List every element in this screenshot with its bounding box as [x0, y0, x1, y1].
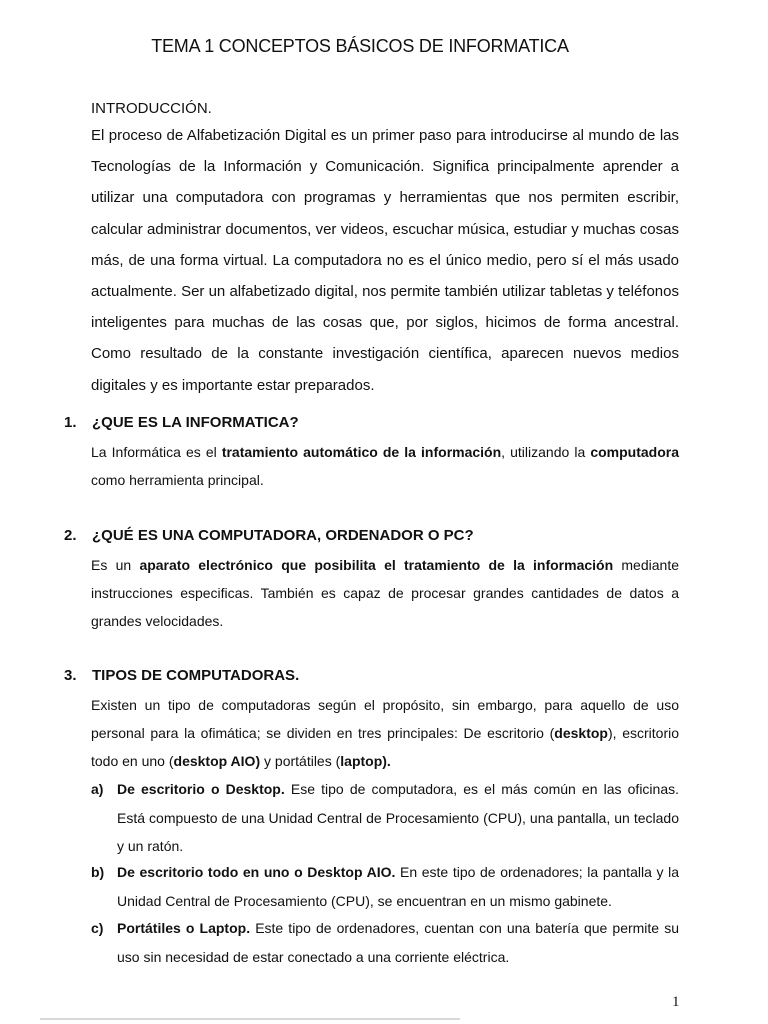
intro-paragraph: El proceso de Alfabetización Digital es un primer paso para introducirse al mundo de las Tecnologías de la Información y Comunicación. Significa principalmente aprender a utilizar una computadora con programas y herramientas que nos permiten escribir, calcular administrar documentos, ver videos, escuchar música, estudiar y muchas cosas más, de una forma virtual. La computadora no es el único medio, pero sí el más usado actualmente. Ser un alfabetizado digital, nos permite también utilizar tabletas y teléfonos inteligentes para muchas de las cosas que, por siglos, hicimos de forma ancestral. Como resultado de la constante investigación científica, aparecen nuevos medios digitales y es importante estar preparados.	[91, 127, 679, 394]
section-title: TIPOS DE COMPUTADORAS.	[92, 667, 300, 684]
section-number: 3.	[64, 667, 77, 684]
text-run: Ese tipo de computadora, es el más común en las oficinas. Está compuesto de una Unidad Central de Procesamiento (CPU), una pantalla, un teclado y un ratón.	[117, 781, 680, 854]
list-marker: b)	[91, 864, 105, 880]
bold-run: tratamiento automático de la información	[221, 444, 502, 460]
text-run: y portátiles (	[260, 753, 341, 769]
list-item-text	[117, 775, 679, 861]
footer-divider	[40, 1018, 460, 1020]
bold-run: computadora	[590, 444, 680, 460]
section-1-paragraph	[91, 438, 679, 494]
list-item-text	[117, 914, 679, 971]
section-3-heading	[64, 666, 684, 686]
bold-run: Portátiles o Laptop.	[117, 920, 251, 936]
list-item-b	[91, 858, 679, 915]
bold-run: De escritorio todo en uno o Desktop AIO.	[117, 864, 396, 880]
bold-run: desktop	[554, 725, 608, 741]
bold-run: desktop AIO)	[173, 753, 261, 769]
bold-run: laptop).	[340, 753, 391, 769]
section-1-heading	[64, 413, 684, 433]
bold-run: aparato electrónico que posibilita el tratamiento de la información	[139, 557, 614, 573]
text-run: Este tipo de ordenadores, cuentan con una batería que permite su uso sin necesidad de estar conectado a una corriente eléctrica.	[117, 920, 679, 965]
section-title: ¿QUE ES LA INFORMATICA?	[92, 414, 299, 431]
document-title: TEMA 1 CONCEPTOS BÁSICOS DE INFORMATICA	[151, 36, 569, 56]
text-run: mediante instrucciones especificas. También es capaz de procesar grandes cantidades de datos a grandes velocidades.	[91, 557, 679, 629]
text-run: , utilizando la	[501, 444, 591, 460]
text-run: Existen un tipo de computadoras según el propósito, sin embargo, para aquello de uso personal para la ofimática; se dividen en tres principales: De escritorio (	[91, 697, 679, 741]
section-number: 1.	[64, 414, 77, 431]
text-run: Es un	[91, 557, 140, 573]
list-item-text	[117, 858, 679, 915]
bold-run: De escritorio o Desktop.	[117, 781, 285, 797]
list-marker: c)	[91, 920, 104, 936]
page-number: 1	[672, 994, 680, 1010]
list-item-c	[91, 914, 679, 971]
section-2-heading	[64, 526, 684, 546]
section-number: 2.	[64, 527, 77, 544]
text-run: En este tipo de ordenadores; la pantalla y la Unidad Central de Procesamiento (CPU), se encuentran en un mismo gabinete.	[117, 864, 679, 909]
section-2-paragraph	[91, 551, 679, 635]
section-title: ¿QUÉ ES UNA COMPUTADORA, ORDENADOR O PC?	[92, 527, 474, 544]
list-marker: a)	[91, 781, 104, 797]
section-3-paragraph	[91, 691, 679, 775]
text-run: como herramienta principal.	[91, 472, 264, 488]
list-item-a	[91, 775, 679, 861]
text-run: ), escritorio todo en uno (	[91, 725, 679, 769]
intro-label: INTRODUCCIÓN.	[91, 100, 212, 117]
text-run: La Informática es el	[91, 444, 222, 460]
